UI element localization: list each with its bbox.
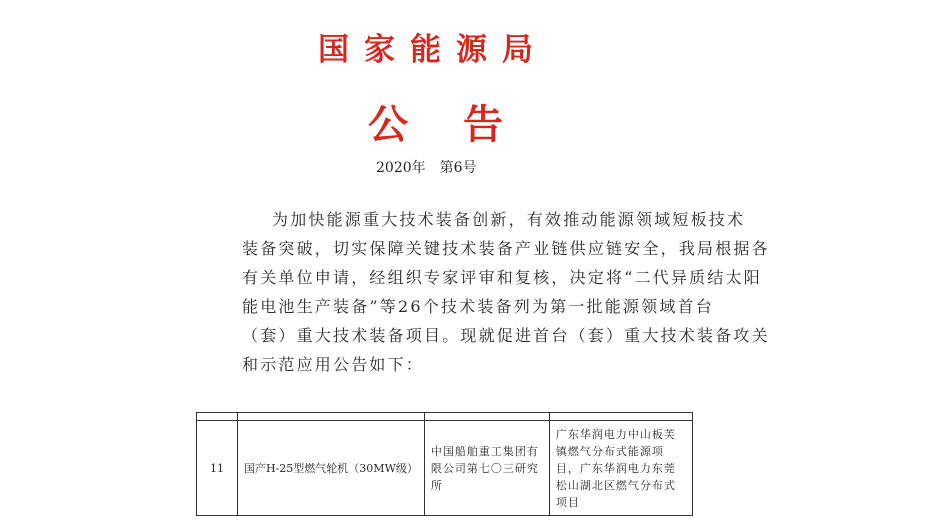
body-line: 有关单位申请，经组织专家评审和复核，决定将“二代异质结太阳 xyxy=(242,268,762,287)
document-type-title: 公告 xyxy=(368,101,558,148)
announcement-body xyxy=(242,205,770,379)
table-row xyxy=(197,421,693,516)
body-line: 为加快能源重大技术装备创新，有效推动能源领域短板技术 xyxy=(272,210,746,229)
document-year: 2020年 xyxy=(376,160,426,176)
document-number xyxy=(376,158,477,178)
issuer-title: 国家能源局 xyxy=(318,32,548,68)
body-line: 能电池生产装备”等26个技术装备列为第一批能源领域首台 xyxy=(242,297,714,316)
row-number-cell: 11 xyxy=(197,421,238,516)
body-line: （套）重大技术装备项目。现就促进首台（套）重大技术装备攻关 xyxy=(242,326,770,345)
document-sequence: 第6号 xyxy=(439,160,477,176)
equipment-table xyxy=(196,412,693,516)
body-line: 和示范应用公告如下： xyxy=(242,355,425,374)
body-line: 装备突破，切实保障关键技术装备产业链供应链安全，我局根据各 xyxy=(242,239,770,258)
equipment-name-cell: 国产H-25型燃气轮机（30MW级） xyxy=(238,421,425,516)
demo-project-cell: 广东华润电力中山板芙镇燃气分布式能源项目，广东华润电力东莞松山湖北区燃气分布式项目 xyxy=(549,421,692,516)
developer-unit-cell: 中国船舶重工集团有限公司第七〇三研究所 xyxy=(424,421,549,516)
table-row-partial xyxy=(197,413,693,421)
